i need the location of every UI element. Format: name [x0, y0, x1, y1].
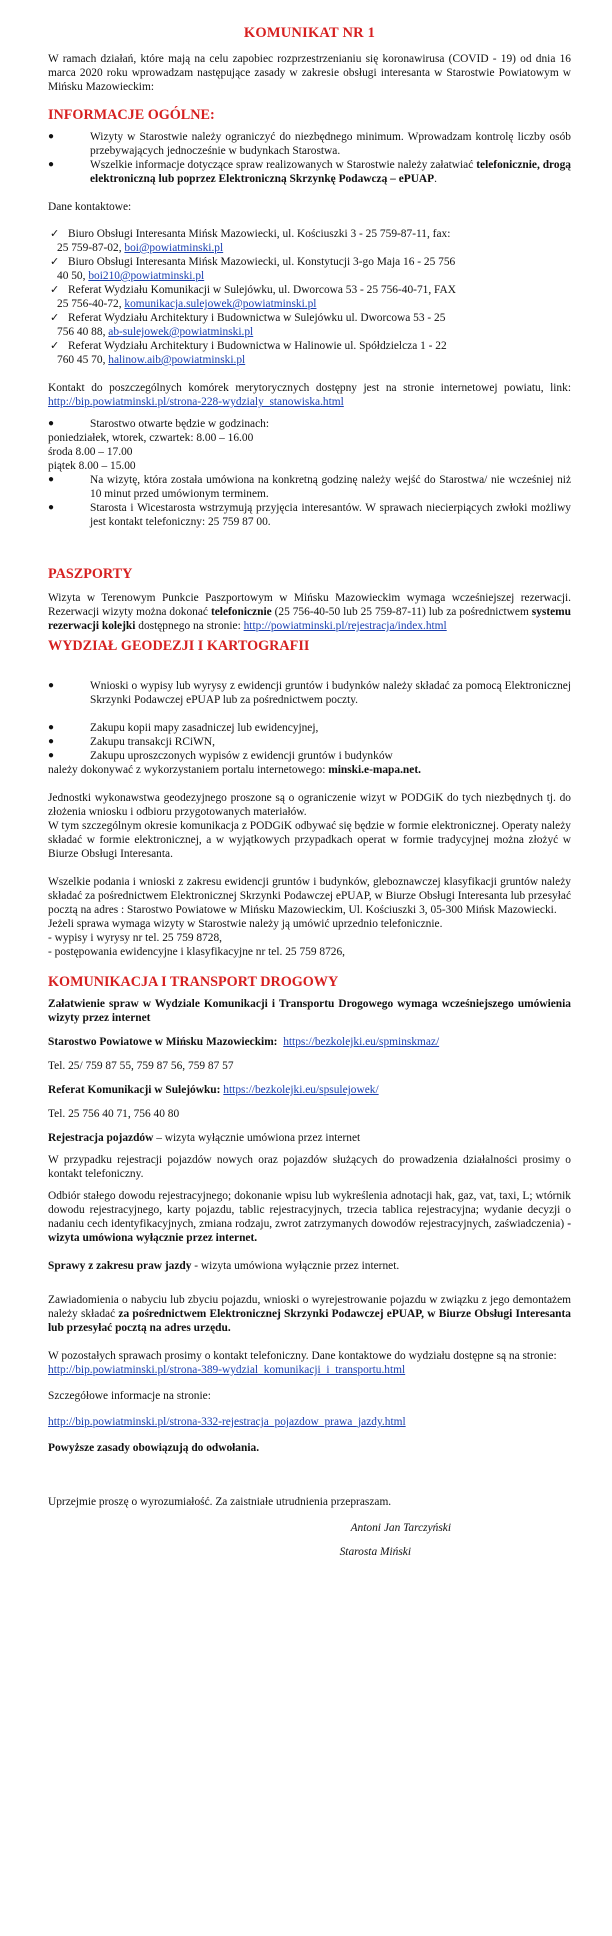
hours-line: poniedziałek, wtorek, czwartek: 8.00 – 16.00 — [48, 432, 254, 444]
section-heading-geodesy: WYDZIAŁ GEODEZJI I KARTOGRAFII — [48, 638, 310, 654]
list-item: ● Wizyty w Starostwie należy ograniczyć do niezbędnego minimum. Wprowadzam kontrolę liczby osób przebywających jednocześnie w budynkach Starostwa. — [48, 131, 571, 157]
office-phone: Tel. 25/ 759 87 55, 759 87 56, 759 87 57 — [48, 1060, 234, 1072]
contacts-label: Dane kontaktowe: — [48, 201, 132, 213]
registration-line: Rejestracja pojazdów – wizyta wyłącznie umówiona przez internet — [48, 1132, 361, 1144]
contact-item: ✓ Referat Wydziału Komunikacji w Sulejówku, ul. Dworcowa 53 - 25 756-40-71, FAX — [50, 284, 456, 296]
email-link[interactable]: ab-sulejowek@powiatminski.pl — [108, 326, 254, 338]
hours-line: piątek 8.00 – 15.00 — [48, 460, 136, 472]
bullet-dot-icon: ● — [48, 131, 55, 142]
check-icon: ✓ — [50, 312, 60, 324]
email-link[interactable]: boi210@powiatminski.pl — [88, 270, 205, 282]
list-item: ● Wnioski o wypisy lub wyrysy z ewidencji gruntów i budynków należy składać za pomocą Elektronicznej Skrzynki Podawczej ePUAP lub za pośrednictwem poczty. — [48, 680, 571, 706]
email-link[interactable]: halinow.aib@powiatminski.pl — [108, 354, 246, 366]
portal-name: minski.e-mapa.net. — [328, 764, 421, 776]
geodesy-paragraph: Jednostki wykonawstwa geodezyjnego proszone są o ograniczenie wizyt w PODGiK do tych niezbędnych tj. do złożenia wniosku i odbioru przygotowanych materiałów. — [48, 792, 571, 818]
passports-paragraph: Wizyta w Terenowym Punkcie Paszportowym w Mińsku Mazowieckim wymaga wcześniejszej rezerwacji. Rezerwacji wizyty można dokonać telefonicznie (25 756-40-50 lub 25 759-87-11) lub za pośrednictwem systemu rezerwacji kolejki dostępnego na stronie: http://powiatminski.pl/rejestracja/index.html — [48, 592, 571, 632]
check-icon: ✓ — [50, 256, 60, 268]
contact-list: ✓ Biuro Obsługi Interesanta Mińsk Mazowiecki, ul. Kościuszki 3 - 25 759-87-11, fax: 25 759-87-02, boi@powiatminski.pl ✓ Biuro Obsługi Interesanta Mińsk Mazowiecki, ul. Konstytucji 3-go Maja 16 - 25 756 40 50, boi210@powiatminski.pl ✓ Referat Wydziału Komunikacji w Sulejówku, ul. Dworcowa 53 - 25 756-40-71, FAX 25 756-40-72, komunikacja.sulejowek@powiatminski.pl ✓ Referat Wydziału Architektury i Budownictwa w Sulejówku ul. Dworcowa 53 - 25 756 40 88, ab-sulejowek@powiatminski.pl ✓ Referat Wydziału Architektury i Budownictwa w Halinowie ul. Spółdzielcza 1 - 22 760 45 70, halinow.aib@powiatminski.pl — [48, 227, 571, 367]
bullet-dot-icon: ● — [48, 502, 55, 513]
license-line: Sprawy z zakresu praw jazdy - wizyta umówiona wyłącznie przez internet. — [48, 1260, 400, 1272]
document-title: KOMUNIKAT NR 1 — [243, 25, 376, 41]
office-phone: Tel. 25 756 40 71, 756 40 80 — [48, 1108, 180, 1120]
notice-paragraph: Zawiadomienia o nabyciu lub zbyciu pojazdu, wnioski o wyrejestrowanie pojazdu w związku z jego demontażem należy składać za pośrednictwem Elektronicznej Skrzynki Podawczej ePUAP, w Biurze Obsługi Interesanta lub przesyłać pocztą na adres urzędu. — [48, 1294, 571, 1334]
section-heading-general: INFORMACJE OGÓLNE: — [48, 107, 215, 123]
check-icon: ✓ — [50, 284, 60, 296]
phone-line: - wypisy i wyrysy nr tel. 25 759 8728, — [48, 932, 223, 944]
list-item: ● Zakupu kopii mapy zasadniczej lub ewidencyjnej, — [48, 722, 319, 734]
intro-paragraph: W ramach działań, które mają na celu zapobiec rozprzestrzenianiu się koronawirusa (COVID - 19) od dnia 16 marca 2020 roku wprowadzam następujące zasady w zakresie obsługi interesanta w Starostwie Powiatowym w Mińsku Mazowieckim: — [48, 53, 571, 93]
contact-item: ✓ Biuro Obsługi Interesanta Mińsk Mazowiecki, ul. Konstytucji 3-go Maja 16 - 25 756 — [50, 256, 456, 268]
check-icon: ✓ — [50, 340, 60, 352]
validity-note: Powyższe zasady obowiązują do odwołania. — [48, 1442, 260, 1454]
section-heading-passports: PASZPORTY — [48, 566, 133, 582]
contact-item: ✓ Biuro Obsługi Interesanta Mińsk Mazowiecki, ul. Kościuszki 3 - 25 759-87-11, fax: — [50, 228, 451, 240]
list-item: ● Zakupu transakcji RCiWN, — [48, 736, 215, 748]
signature-title: Starosta Miński — [339, 1546, 411, 1558]
list-item: ● Wszelkie informacje dotyczące spraw realizowanych w Starostwie należy załatwiać telefonicznie, drogą elektroniczną lub poprzez Elektroniczną Skrzynkę Podawczą – ePUAP. — [48, 159, 571, 185]
list-item: ● Starostwo otwarte będzie w godzinach: — [48, 418, 270, 430]
contact-item: ✓ Referat Wydziału Architektury i Budownictwa w Sulejówku ul. Dworcowa 53 - 25 — [50, 312, 446, 324]
geodesy-paragraph: Wszelkie podania i wnioski z zakresu ewidencji gruntów i budynków, gleboznawczej klasyfikacji gruntów należy składać za pośrednictwem Elektronicznej Skrzynki Podawczej ePUAP, w Biurze Obsługi Interesanta lub przesyłać pocztą na adres : Starostwo Powiatowe w Mińsku Mazowieckim, Ul. Kościuszki 3, 05-300 Mińsk Mazowiecki. — [48, 876, 571, 916]
contact-cells-paragraph: Kontakt do poszczególnych komórek merytorycznych dostępny jest na stronie internetowej powiatu, link: http://bip.powiatminski.pl/strona-228-wydzialy_stanowiska.html — [48, 382, 571, 408]
signature-name: Antoni Jan Tarczyński — [350, 1522, 451, 1534]
other-paragraph: W pozostałych sprawach prosimy o kontakt telefoniczny. Dane kontaktowe do wydziału dostępne są na stronie: — [48, 1350, 557, 1362]
section-heading-transport: KOMUNIKACJA I TRANSPORT DROGOWY — [48, 974, 339, 990]
office-line: Referat Komunikacji w Sulejówku: https://bezkolejki.eu/spsulejowek/ — [48, 1084, 379, 1096]
bip-link[interactable]: http://bip.powiatminski.pl/strona-228-wydzialy_stanowiska.html — [48, 396, 344, 408]
bullet-dot-icon: ● — [48, 159, 55, 170]
check-icon: ✓ — [50, 228, 60, 240]
booking-link[interactable]: https://bezkolejki.eu/spminskmaz/ — [283, 1036, 440, 1048]
bullet-dot-icon: ● — [48, 736, 55, 747]
bullet-dot-icon: ● — [48, 680, 55, 691]
booking-link[interactable]: https://bezkolejki.eu/spsulejowek/ — [223, 1084, 379, 1096]
passport-reservation-link[interactable]: http://powiatminski.pl/rejestracja/index.html — [243, 620, 447, 632]
hours-line: środa 8.00 – 17.00 — [48, 446, 133, 458]
email-link[interactable]: boi@powiatminski.pl — [124, 242, 224, 254]
registration-info-link[interactable]: http://bip.powiatminski.pl/strona-332-rejestracja_pojazdow_prawa_jazdy.html — [48, 1416, 406, 1428]
bullet-dot-icon: ● — [48, 750, 55, 761]
closing-line: Uprzejmie proszę o wyrozumiałość. Za zaistniałe utrudnienia przepraszam. — [48, 1496, 392, 1508]
geodesy-paragraph: Jeżeli sprawa wymaga wizyty w Starostwie należy ją umówić uprzednio telefonicznie. — [48, 918, 443, 930]
phone-line: - postępowania ewidencyjne i klasyfikacyjne nr tel. 25 759 8726, — [48, 946, 346, 958]
details-label: Szczegółowe informacje na stronie: — [48, 1390, 211, 1402]
registration-paragraph: Odbiór stałego dowodu rejestracyjnego; dokonanie wpisu lub wykreślenia adnotacji hak, gaz, vat, taxi, L; wtórnik dowodu rejestracyjnego, karty pojazdu, tablic rejestracyjnych, trzecia tablica rejestracyjna; wydanie decyzji o nadaniu cech identyfikacyjnych, zmiana rodzaju, zwrot zatrzymanych dowodów rejestracyjnych, zaświadczenia) - wizyta umówiona wyłącznie przez internet. — [48, 1190, 571, 1244]
document-body: KOMUNIKAT NR 1 W ramach działań, które mają na celu zapobiec rozprzestrzenianiu się koronawirusa (COVID - 19) od dnia 16 marca 2020 roku wprowadzam następujące zasady w zakresie obsługi interesanta w Starostwie Powiatowym w Mińsku Mazowieckim: INFORMACJE OGÓLNE: ● Wizyty w Starostwie należy ograniczyć do niezbędnego minimum. Wprowadzam kontrolę liczby osób przebywających jednocześnie w budynkach Starostwa. ● Wszelkie informacje dotyczące spraw realizowanych w Starostwie należy załatwiać telefonicznie, drogą elektroniczną lub poprzez Elektroniczną Skrzynkę Podawczą – ePUAP. Dane kontaktowe: ✓ Biuro Obsługi Interesanta Mińsk Mazowiecki, ul. Kościuszki 3 - 25 759-87-11, fax: 25 759-87-02, boi@powiatminski.pl ✓ Biuro Obsługi Interesanta Mińsk Mazowiecki, ul. Konstytucji 3-go Maja 16 - 25 756 40 50, boi210@powiatminski.pl ✓ Referat Wydziału Komunikacji w Sulejówku, ul. Dworcowa 53 - 25 756-40-71, FAX 25 756-40-72, komunikacja.sulejowek@powiatminski.pl ✓ Referat Wydziału Architektury i Budownictwa w Sulejówku ul. Dworcowa 53 - 25 756 40 88, ab-sulejowek@powiatminski.pl ✓ Referat Wydziału Architektury i Budownictwa w Halinowie ul. Spółdzielcza 1 - 22 760 45 70, halinow.aib@powiatminski.pl Kontakt do poszczególnych komórek merytorycznych dostępny jest na stronie internetowej powiatu, link: http://bip.powiatminski.pl/strona-228-wydzialy_stanowiska.html ● Starostwo otwarte będzie w godzinach: poniedziałek, wtorek, czwartek: 8.00 – 16.00 środa 8.00 – 17.00 piątek 8.00 – 15.00 ● Na wizytę, która została umówiona na konkretną godzinę należy wejść do Starostwa/ nie wcześniej niż 10 minut przed umówionym terminem. ● Starosta i Wicestarosta wstrzymują przyjęcia interesantów. W sprawach niecierpiących zwłoki możliwy jest kontakt telefoniczny: 25 759 87 00. PASZPORTY Wizyta w Terenowym Punkcie Paszportowym w Mińsku Mazowieckim wymaga wcześniejszej rezerwacji. Rezerwacji wizyty można dokonać telefonicznie (25 756-40-50 lub 25 759-87-11) lub za pośrednictwem systemu rezerwacji kolejki dostępnego na stronie: http://powiatminski.pl/rejestracja/index.html WYDZIAŁ GEODEZJI I KARTOGRAFII ● Wnioski o wypisy lub wyrysy z ewidencji gruntów i budynków należy składać za pomocą Elektronicznej Skrzynki Podawczej ePUAP lub za pośrednictwem poczty. ● Zakupu kopii mapy zasadniczej lub ewidencyjnej, ● Zakupu transakcji RCiWN, ● Zakupu uproszczonych wypisów z ewidencji gruntów i budynków należy dokonywać z wykorzystaniem portalu internetowego: minski.e-mapa.net. Jednostki wykonawstwa geodezyjnego proszone są o ograniczenie wizyt w PODGiK do tych niezbędnych tj. do złożenia wniosku i odbioru przygotowanych materiałów. W tym szczególnym okresie komunikacja z PODGiK odbywać się będzie w formie elektronicznej. Operaty należy składać w formie elektronicznej, a w wyjątkowych przypadkach operat w formie tradycyjnej można złożyć w Biurze Obsługi Interesanta. Wszelkie podania i wnioski z zakresu ewidencji gruntów i budynków, gleboznawczej klasyfikacji gruntów należy składać za pośrednictwem Elektronicznej Skrzynki Podawczej ePUAP, w Biurze Obsługi Interesanta lub przesyłać pocztą na adres : Starostwo Powiatowe w Mińsku Mazowieckim, Ul. Kościuszki 3, 05-300 Mińsk Mazowiecki. Jeżeli sprawa wymaga wizyty w Starostwie należy ją umówić uprzednio telefonicznie. - wypisy i wyrysy nr tel. 25 759 8728, - postępowania ewidencyjne i klasyfikacyjne nr tel. 25 759 8726, KOMUNIKACJA I TRANSPORT DROGOWY Załatwienie spraw w Wydziale Komunikacji i Transportu Drogowego wymaga wcześniejszego umówienia wizyty przez internet Starostwo Powiatowe w Mińsku Mazowieckim: https://bezkolejki.eu/spminskmaz/ Tel. 25/ 759 87 55, 759 87 56, 759 87 57 Referat Komunikacji w Sulejówku: https://bezkolejki.eu/spsulejowek/ Tel. 25 756 40 71, 756 40 80 Rejestracja pojazdów – wizyta wyłącznie umówiona przez internet W przypadku rejestracji pojazdów nowych oraz pojazdów służących do prowadzenia działalności prosimy o kontakt telefoniczny. Odbiór stałego dowodu rejestracyjnego; dokonanie wpisu lub wykreślenia adnotacji hak, gaz, vat, taxi, L; wtórnik dowodu rejestracyjnego, karty pojazdu, tablic rejestracyjnych, trzecia tablica rejestracyjna; wydanie decyzji o nadaniu cech identyfikacyjnych, zmiana rodzaju, zwrot zatrzymanych dowodów rejestracyjnych, zaświadczenia) - wizyta umówiona wyłącznie przez internet. Sprawy z zakresu praw jazdy - wizyta umówiona wyłącznie przez internet. Zawiadomienia o nabyciu lub zbyciu pojazdu, wnioski o wyrejestrowanie pojazdu w związku z jego demontażem należy składać za pośrednictwem Elektronicznej Skrzynki Podawczej ePUAP, w Biurze Obsługi Interesanta lub przesyłać pocztą na adres urzędu. W pozostałych sprawach prosimy o kontakt telefoniczny. Dane kontaktowe do wydziału dostępne są na stronie: http://bip.powiatminski.pl/strona-389-wydzial_komunikacji_i_transportu.html Szczegółowe informacje na stronie: http://bip.powiatminski.pl/strona-332-rejestracja_pojazdow_prawa_jazdy.html Powyższe zasady obowiązują do odwołania. Uprzejmie proszę o wyrozumiałość. Za zaistniałe utrudnienia przepraszam. Antoni Jan Tarczyński Starosta Miński — [48, 25, 571, 1558]
email-link[interactable]: komunikacja.sulejowek@powiatminski.pl — [124, 298, 317, 310]
transport-intro: Załatwienie spraw w Wydziale Komunikacji i Transportu Drogowego wymaga wcześniejszego umówienia wizyty przez internet — [48, 998, 571, 1024]
bullet-dot-icon: ● — [48, 418, 55, 429]
list-item: ● Zakupu uproszczonych wypisów z ewidencji gruntów i budynków — [48, 750, 393, 762]
office-line: Starostwo Powiatowe w Mińsku Mazowieckim: https://bezkolejki.eu/spminskmaz/ — [48, 1036, 440, 1048]
bullet-dot-icon: ● — [48, 474, 55, 485]
list-item: ● Na wizytę, która została umówiona na konkretną godzinę należy wejść do Starostwa/ nie wcześniej niż 10 minut przed umówionym terminem. — [48, 474, 571, 500]
contact-item: ✓ Referat Wydziału Architektury i Budownictwa w Halinowie ul. Spółdzielcza 1 - 22 — [50, 340, 447, 352]
registration-paragraph: W przypadku rejestracji pojazdów nowych oraz pojazdów służących do prowadzenia działalności prosimy o kontakt telefoniczny. — [48, 1154, 571, 1180]
department-link[interactable]: http://bip.powiatminski.pl/strona-389-wydzial_komunikacji_i_transportu.html — [48, 1364, 406, 1376]
bullet-dot-icon: ● — [48, 722, 55, 733]
list-item: ● Starosta i Wicestarosta wstrzymują przyjęcia interesantów. W sprawach niecierpiących zwłoki możliwy jest kontakt telefoniczny: 25 759 87 00. — [48, 502, 571, 528]
geodesy-paragraph: W tym szczególnym okresie komunikacja z PODGiK odbywać się będzie w formie elektronicznej. Operaty należy składać w formie elektronicznej, a w wyjątkowych przypadkach operat w formie tradycyjnej można złożyć w Biurze Obsługi Interesanta. — [48, 820, 571, 860]
